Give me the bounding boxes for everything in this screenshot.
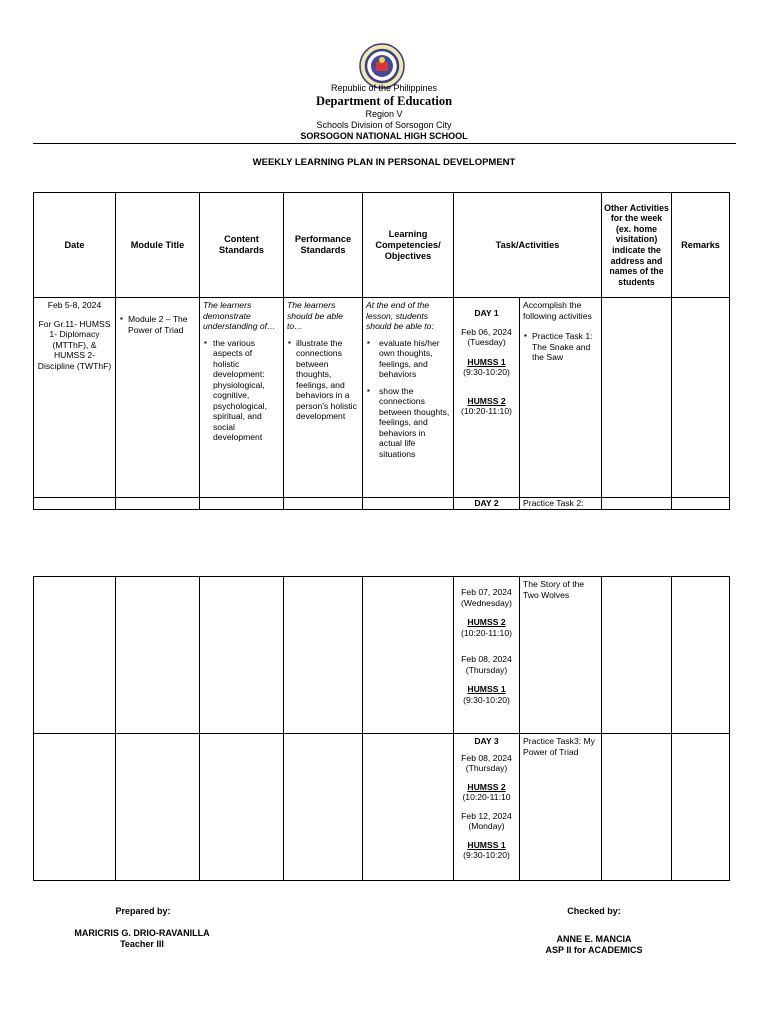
header-remarks: Remarks <box>672 193 730 298</box>
day2-date1: Feb 07, 2024 <box>461 587 512 597</box>
weekly-plan-table <box>33 192 730 510</box>
activity-intro: Accomplish the following activities <box>523 300 592 321</box>
performance-intro: The learners should be able to… <box>287 300 343 331</box>
module-title: ▪ Module 2 – The Power of Triad <box>119 314 196 335</box>
day2-label: DAY 2 <box>454 498 520 510</box>
day1-weekday: (Tuesday) <box>467 337 506 347</box>
day2-activity-text: The Story of the Two Wolves <box>523 579 585 600</box>
other-activities-cell <box>602 298 672 498</box>
competencies-cell <box>363 298 454 498</box>
date-cell <box>34 298 116 498</box>
division-line: Schools Division of Sorsogon City <box>316 120 452 130</box>
competency-intro: At the end of the lesson, students should be able to: <box>366 300 434 331</box>
department-title: Department of Education <box>315 94 453 108</box>
remarks-cell <box>672 298 730 498</box>
day2-date2: Feb 08, 2024 <box>461 654 512 664</box>
day3-date2: Feb 12, 2024 <box>461 810 512 821</box>
day1-time2: (10:20-11:10) <box>461 406 512 416</box>
day3-time1: (10:20-11:10 <box>462 792 511 802</box>
checked-title: ASP II for ACADEMICS <box>545 945 643 955</box>
competency-item: ▪ evaluate his/her own thoughts, feelings, and behaviors <box>366 338 450 380</box>
weekly-plan-continuation-table <box>33 576 730 881</box>
performance-standards-cell <box>284 298 363 498</box>
competency-item: ▪ show the connections between thoughts, feelings, and behaviors in actual life situations <box>366 386 450 460</box>
day2-time2: (9:30-10:20) <box>463 694 510 705</box>
day2-time1: (10:20-11:10) <box>461 627 512 638</box>
day1-section2: HUMSS 2 <box>467 395 506 406</box>
day3-label: DAY 3 <box>474 736 499 746</box>
day2-weekday1: (Wednesday) <box>461 597 512 608</box>
day2-section1: HUMSS 2 <box>467 617 506 627</box>
day3-section2: HUMSS 1 <box>467 839 506 850</box>
day3-schedule-cell <box>454 734 520 881</box>
day2-schedule-cell <box>454 577 520 734</box>
checked-name: ANNE E. MANCIA <box>556 934 632 944</box>
grade-sections: For Gr.11- HUMSS 1- Diplomacy (MTThF), & HUMSS 2- Discipline (TWThF) <box>37 318 112 371</box>
header-performance-standards: Performance Standards <box>284 193 363 298</box>
day3-weekday2: (Monday) <box>468 821 505 831</box>
prepared-title: Teacher III <box>120 939 164 949</box>
page-title: WEEKLY LEARNING PLAN IN PERSONAL DEVELOPMENT <box>252 157 516 168</box>
school-name: SORSOGON NATIONAL HIGH SCHOOL <box>300 131 468 141</box>
day1-activity-cell <box>520 298 602 498</box>
day1-label: DAY 1 <box>474 308 499 318</box>
header-task-activities: Task/Activities <box>454 193 602 298</box>
prepared-label: Prepared by: <box>115 906 171 916</box>
day2-weekday2: (Thursday) <box>465 664 508 675</box>
prepared-name: MARICRIS G. DRIO-RAVANILLA <box>74 928 210 938</box>
day3-section1: HUMSS 2 <box>467 781 506 792</box>
header-other-activities: Other Activities for the week (ex. home visitation) indicate the address and names of the students <box>602 193 672 298</box>
checked-label: Checked by: <box>567 906 621 916</box>
content-intro: The learners demonstrate understanding of… <box>203 300 276 331</box>
day3-weekday1: (Thursday) <box>465 763 508 773</box>
content-standards-cell <box>200 298 284 498</box>
activity-item: ▪ Practice Task 1: The Snake and the Saw <box>523 331 598 363</box>
day3-activity-cell <box>520 734 602 881</box>
header-module-title: Module Title <box>116 193 200 298</box>
header-date: Date <box>34 193 116 298</box>
day2-activity-cell <box>520 577 602 734</box>
performance-item: ▪ illustrate the connections between thoughts, feelings, and behaviors in a person's holistic development <box>287 338 359 422</box>
day1-section1: HUMSS 1 <box>467 356 506 367</box>
day2-activity: Practice Task 2: <box>520 498 602 510</box>
header-content-standards: Content Standards <box>200 193 284 298</box>
republic-line: Republic of the Philippines <box>330 83 438 93</box>
day1-time1: (9:30-10:20) <box>463 367 510 377</box>
region-line: Region V <box>365 109 403 119</box>
header-learning-competencies: Learning Competencies/ Objectives <box>363 193 454 298</box>
content-item: ▪ the various aspects of holistic development: physiological, cognitive, psychological, spiritual, and social development <box>203 338 280 443</box>
day3-activity-text: Practice Task3: My Power of Triad <box>523 736 595 757</box>
day1-schedule-cell <box>454 298 520 498</box>
date-range: Feb 5-8, 2024 <box>47 300 102 310</box>
day3-time2: (9:30-10:20) <box>463 850 510 860</box>
header-divider <box>33 143 736 144</box>
day2-section2: HUMSS 1 <box>467 684 506 694</box>
day1-date: Feb 06, 2024 <box>461 326 512 337</box>
module-cell <box>116 298 200 498</box>
day3-date1: Feb 08, 2024 <box>461 752 512 763</box>
